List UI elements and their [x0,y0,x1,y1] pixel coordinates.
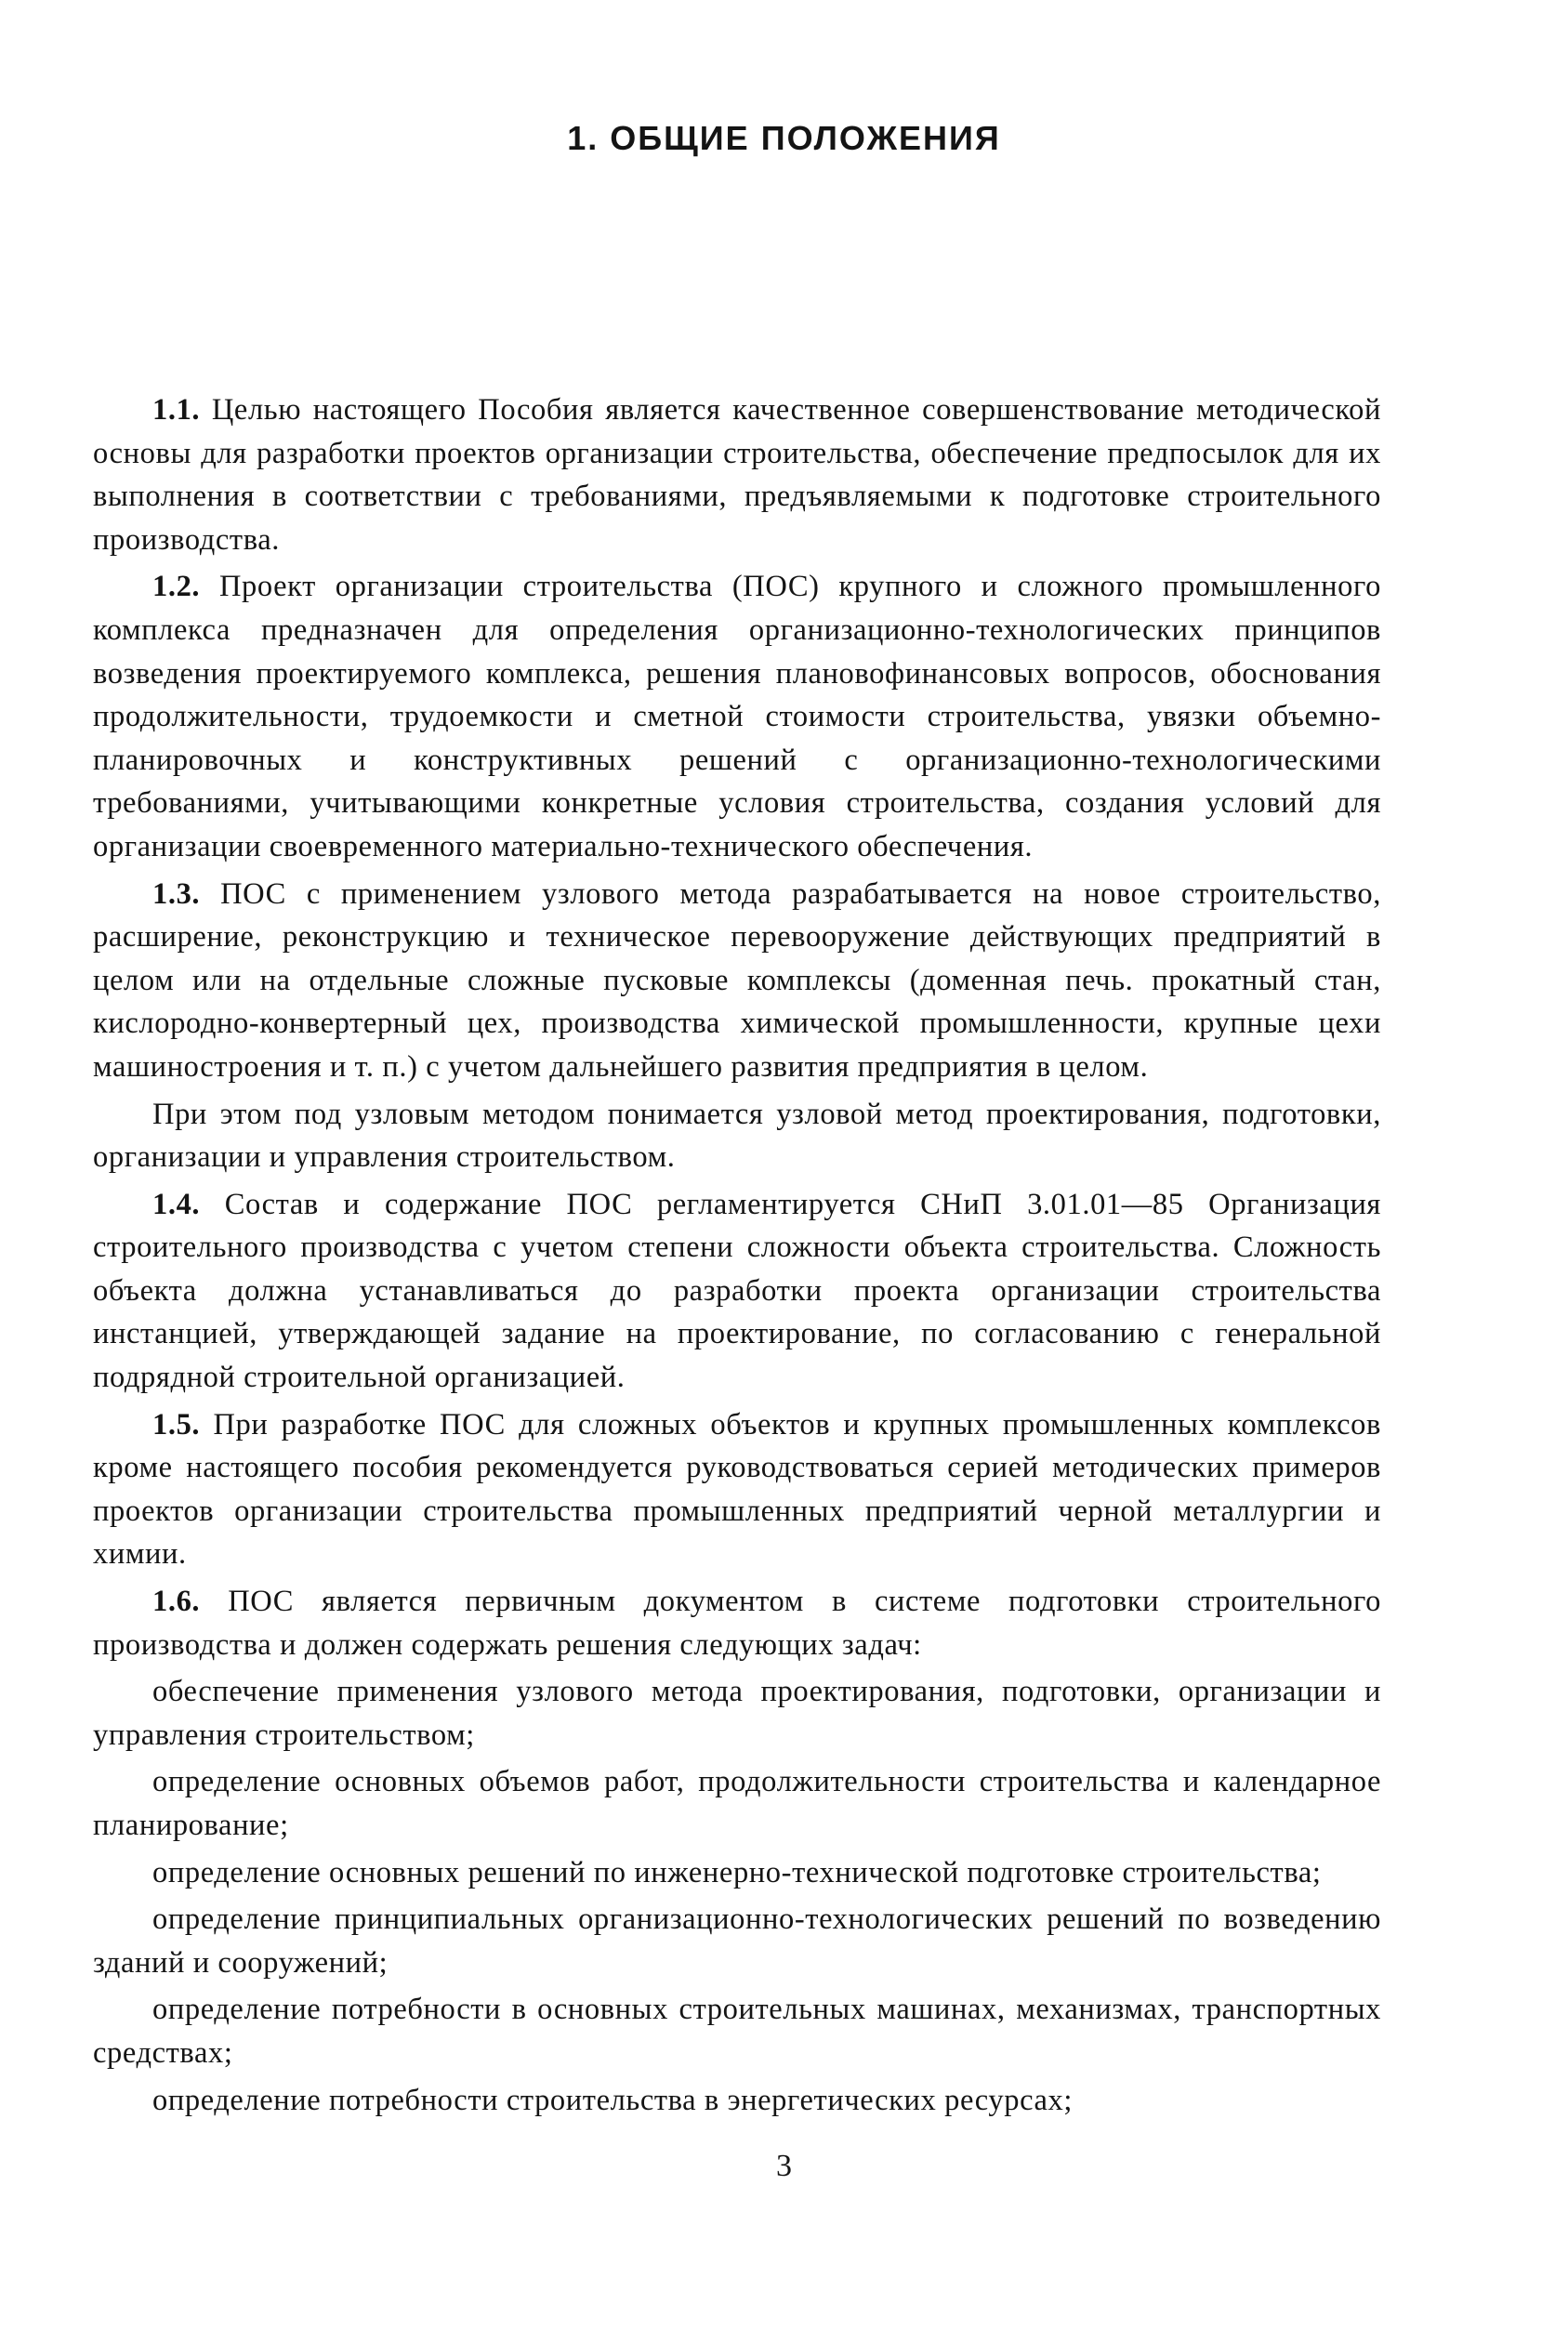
list-item-text: определение потребности в основных строительных машинах, механизмах, транспортных средствах; [93,1993,1381,2070]
paragraph-number: 1.6. [152,1585,201,1619]
paragraph-text: При разработке ПОС для сложных объектов и крупных промышленных комплексов кроме настоящего пособия рекомендуется руководствоваться серией методических примеров проектов организации строительства промышленных предприятий черной металлургии и химии. [93,1407,1381,1572]
list-item [93,1670,1381,1757]
section-title: 1. ОБЩИЕ ПОЛОЖЕНИЯ [567,119,1001,157]
paragraph-1-5 [93,1403,1381,1576]
paragraph-text: При этом под узловым методом понимается узловой метод проектирования, подготовки, организации и управления строительством. [93,1097,1381,1175]
list-item-text: определение основных объемов работ, продолжительности строительства и календарное планирование; [93,1765,1381,1842]
list-item-text: определение принципиальных организационно-технологических решений по возведению зданий и сооружений; [93,1902,1381,1980]
paragraph-1-6 [93,1580,1381,1666]
paragraph-number: 1.5. [152,1407,201,1441]
paragraph-text: Целью настоящего Пособия является качественное совершенствование методической основы для разработки проектов организации строительства, обеспечение предпосылок для их выполнения в соответствии с требованиями, предъявляемыми к подготовке строительного производства. [93,393,1381,557]
paragraph-text: Состав и содержание ПОС регламентируется СНиП 3.01.01—85 Организация строительного производства с учетом степени сложности объекта строительства. Сложность объекта должна устанавливаться до разработки проекта организации строительства инстанцией, утверждающей задание на проектирование, по согласованию с генеральной подрядной строительной организацией. [93,1187,1381,1395]
list-item [93,1760,1381,1847]
list-item-text: определение потребности строительства в энергетических ресурсах; [152,2083,1074,2117]
paragraph-1-2 [93,565,1381,868]
body-text [93,388,1381,2122]
list-item [93,1851,1381,1895]
paragraph-number: 1.4. [152,1187,201,1221]
list-item-text: обеспечение применения узлового метода проектирования, подготовки, организации и управления строительством; [93,1675,1381,1752]
page-number: 3 [776,2149,792,2183]
list-item [93,1988,1381,2074]
paragraph-number: 1.1. [152,393,201,427]
list-item [93,1898,1381,1984]
paragraph-1-4 [93,1183,1381,1400]
paragraph-1-3 [93,873,1381,1089]
paragraph-uzlovoy-metod [93,1093,1381,1179]
paragraph-text: Проект организации строительства (ПОС) крупного и сложного промышленного комплекса предназначен для определения организационно-технологических принципов возведения проектируемого комплекса, решения плановофинансовых вопросов, обоснования продолжительности, трудоемкости и сметной стоимости строительства, увязки объемно-планировочных и конструктивных решений с организационно-технологическими требованиями, учитывающими конкретные условия строительства, создания условий для организации своевременного материально-технического обеспечения. [93,570,1381,863]
paragraph-text: ПОС с применением узлового метода разрабатывается на новое строительство, расширение, реконструкцию и техническое перевооружение действующих предприятий в целом или на отдельные сложные пусковые комплексы (доменная печь. прокатный стан, кислородно-конвертерный цех, производства химической промышленности, крупные цехи машиностроения и т. п.) с учетом дальнейшего развития предприятия в целом. [93,876,1381,1084]
paragraph-1-1 [93,388,1381,561]
list-item-text: определение основных решений по инженерно-технической подготовке строительства; [152,1855,1322,1889]
list-item [93,2079,1381,2123]
paragraph-text: ПОС является первичным документом в системе подготовки строительного производства и должен содержать решения следующих задач: [93,1585,1381,1662]
paragraph-number: 1.3. [152,876,201,911]
paragraph-number: 1.2. [152,570,201,604]
